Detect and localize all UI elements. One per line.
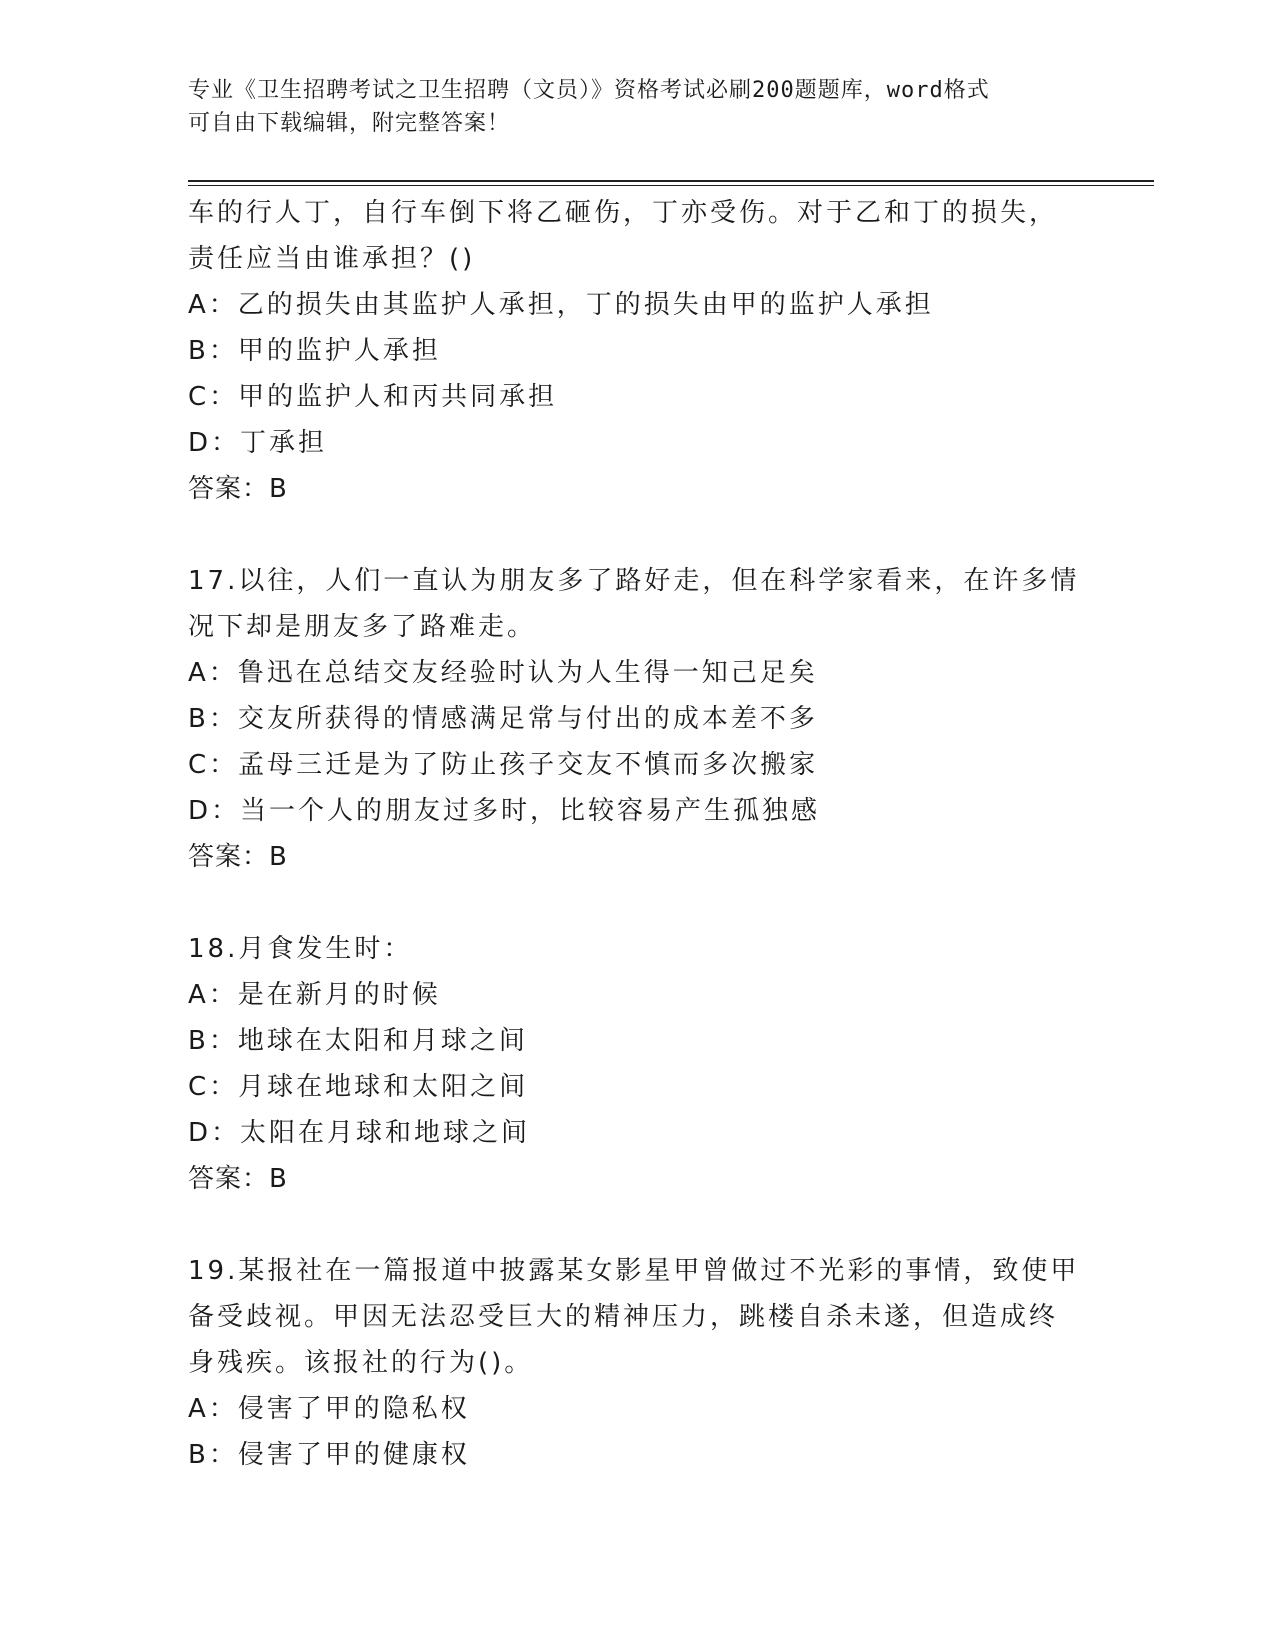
question-18 bbox=[188, 926, 1088, 1202]
header-line-2: 可自由下载编辑，附完整答案！ bbox=[188, 111, 511, 136]
question-list bbox=[188, 190, 1088, 1478]
option-c: C：孟母三迁是为了防止孩子交友不慎而多次搬家 bbox=[188, 750, 819, 780]
option-a: A：鲁迅在总结交友经验时认为人生得一知己足矣 bbox=[188, 658, 818, 688]
option-a: A：乙的损失由其监护人承担，丁的损失由甲的监护人承担 bbox=[188, 290, 934, 320]
question-stem: 身残疾。该报社的行为()。 bbox=[188, 1348, 534, 1378]
option-a: A：是在新月的时候 bbox=[188, 980, 441, 1010]
answer: 答案：B bbox=[188, 842, 288, 872]
document-header bbox=[188, 74, 1088, 140]
header-rule-thin bbox=[188, 185, 1154, 186]
question-stem: 车的行人丁，自行车倒下将乙砸伤，丁亦受伤。对于乙和丁的损失， bbox=[188, 198, 1059, 228]
question-stem: 况下却是朋友多了路难走。 bbox=[188, 612, 537, 642]
spacer bbox=[188, 1202, 1088, 1248]
option-b: B：甲的监护人承担 bbox=[188, 336, 441, 366]
header-line-1: 专业《卫生招聘考试之卫生招聘（文员）》资格考试必刷200题题库，word格式 bbox=[188, 78, 990, 103]
question-stem: 17.以往，人们一直认为朋友多了路好走，但在科学家看来，在许多情 bbox=[188, 566, 1080, 596]
answer: 答案：B bbox=[188, 474, 288, 504]
question-stem: 19.某报社在一篇报道中披露某女影星甲曾做过不光彩的事情，致使甲 bbox=[188, 1256, 1080, 1286]
spacer bbox=[188, 880, 1088, 926]
option-d: D：当一个人的朋友过多时，比较容易产生孤独感 bbox=[188, 796, 821, 826]
option-a: A：侵害了甲的隐私权 bbox=[188, 1394, 470, 1424]
option-d: D：太阳在月球和地球之间 bbox=[188, 1118, 531, 1148]
question-17 bbox=[188, 558, 1088, 880]
option-b: B：交友所获得的情感满足常与付出的成本差不多 bbox=[188, 704, 818, 734]
option-c: C：月球在地球和太阳之间 bbox=[188, 1072, 529, 1102]
option-b: B：地球在太阳和月球之间 bbox=[188, 1026, 528, 1056]
spacer bbox=[188, 512, 1088, 558]
question-stem: 备受歧视。甲因无法忍受巨大的精神压力，跳楼自杀未遂，但造成终 bbox=[188, 1302, 1059, 1332]
question-16 bbox=[188, 190, 1088, 512]
question-stem: 责任应当由谁承担？() bbox=[188, 244, 476, 274]
question-19 bbox=[188, 1248, 1088, 1478]
answer: 答案：B bbox=[188, 1164, 288, 1194]
header-rule bbox=[188, 180, 1154, 182]
option-c: C：甲的监护人和丙共同承担 bbox=[188, 382, 558, 412]
option-d: D：丁承担 bbox=[188, 428, 328, 458]
option-b: B：侵害了甲的健康权 bbox=[188, 1440, 470, 1470]
question-stem: 18.月食发生时： bbox=[188, 934, 413, 964]
